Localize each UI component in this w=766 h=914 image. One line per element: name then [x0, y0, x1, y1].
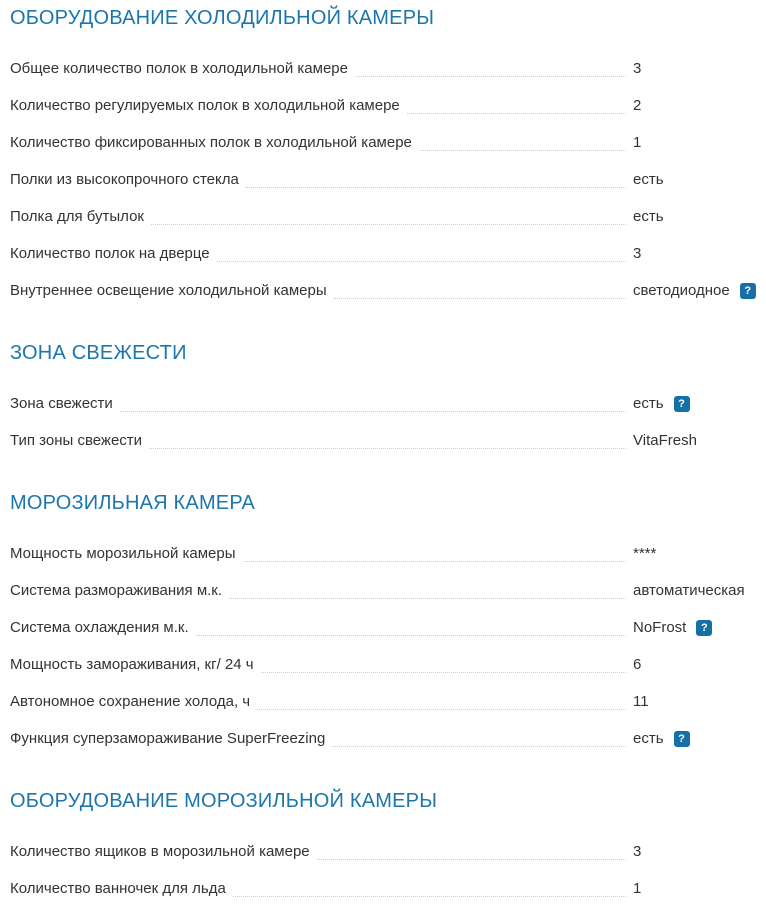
leader-dots: [355, 61, 626, 77]
spec-value: есть: [633, 171, 664, 188]
spec-value-cell: [633, 208, 766, 225]
spec-value-cell: [633, 545, 766, 562]
spec-label: Мощность морозильной камеры: [10, 545, 236, 562]
spec-label: Количество ванночек для льда: [10, 880, 226, 897]
spec-row: [10, 572, 766, 609]
leader-dots: [151, 209, 626, 225]
spec-rows: [10, 535, 766, 757]
leader-dots: [261, 657, 626, 673]
spec-row: [10, 609, 766, 646]
help-icon[interactable]: ?: [696, 620, 712, 636]
leader-dots: [332, 731, 626, 747]
spec-value: есть: [633, 730, 664, 747]
spec-label: Количество ящиков в морозильной камере: [10, 843, 310, 860]
spec-value: ****: [633, 545, 657, 562]
spec-row: [10, 272, 766, 309]
spec-label: Мощность замораживания, кг/ 24 ч: [10, 656, 254, 673]
spec-row: [10, 646, 766, 683]
spec-value-cell: [633, 395, 766, 412]
spec-row: [10, 124, 766, 161]
spec-label: Тип зоны свежести: [10, 432, 143, 449]
leader-dots: [334, 283, 626, 299]
spec-value: 3: [633, 843, 642, 860]
spec-value-cell: [633, 60, 766, 77]
spec-value: 2: [633, 97, 642, 114]
spec-value-cell: [633, 843, 766, 860]
spec-value-cell: [633, 880, 766, 897]
spec-value-cell: [633, 582, 766, 599]
spec-label: Автономное сохранение холода, ч: [10, 693, 251, 710]
section-fridge-equipment: [10, 4, 766, 309]
leader-dots: [257, 694, 626, 710]
spec-value-cell: [633, 171, 766, 188]
section-title: ОБОРУДОВАНИЕ МОРОЗИЛЬНОЙ КАМЕРЫ: [10, 790, 438, 812]
spec-value-cell: [633, 619, 766, 636]
spec-row: [10, 385, 766, 422]
spec-rows: [10, 385, 766, 459]
spec-label: Полка для бутылок: [10, 208, 144, 225]
section-freezer-equipment: [10, 787, 766, 907]
spec-row: [10, 198, 766, 235]
spec-row: [10, 683, 766, 720]
spec-label: Количество полок на дверце: [10, 245, 210, 262]
spec-value-cell: [633, 656, 766, 673]
leader-dots: [419, 135, 626, 151]
leader-dots: [229, 583, 626, 599]
spec-row: [10, 833, 766, 870]
spec-value: 3: [633, 60, 642, 77]
spec-row: [10, 161, 766, 198]
spec-value-cell: [633, 245, 766, 262]
spec-rows: [10, 50, 766, 309]
spec-label: Система охлаждения м.к.: [10, 619, 189, 636]
spec-value: 11: [633, 693, 649, 710]
spec-label: Функция суперзамораживание SuperFreezing: [10, 730, 326, 747]
spec-value-cell: [633, 97, 766, 114]
spec-value-cell: [633, 134, 766, 151]
help-icon[interactable]: ?: [740, 283, 756, 299]
leader-dots: [233, 881, 626, 897]
spec-row: [10, 87, 766, 124]
spec-value: 1: [633, 880, 642, 897]
spec-value: светодиодное: [633, 282, 730, 299]
spec-row: [10, 870, 766, 907]
spec-value: 3: [633, 245, 642, 262]
help-icon[interactable]: ?: [674, 731, 690, 747]
section-title: ЗОНА СВЕЖЕСТИ: [10, 342, 187, 364]
spec-row: [10, 720, 766, 757]
leader-dots: [317, 844, 626, 860]
spec-value: есть: [633, 395, 664, 412]
spec-value-cell: [633, 693, 766, 710]
spec-value: VitaFresh: [633, 432, 697, 449]
leader-dots: [246, 172, 626, 188]
section-title: ОБОРУДОВАНИЕ ХОЛОДИЛЬНОЙ КАМЕРЫ: [10, 7, 435, 29]
leader-dots: [407, 98, 626, 114]
spec-label: Внутреннее освещение холодильной камеры: [10, 282, 327, 299]
leader-dots: [120, 396, 626, 412]
spec-label: Общее количество полок в холодильной камере: [10, 60, 348, 77]
section-freshness-zone: [10, 339, 766, 459]
spec-label: Полки из высокопрочного стекла: [10, 171, 239, 188]
spec-value: 1: [633, 134, 642, 151]
section-title: МОРОЗИЛЬНАЯ КАМЕРА: [10, 492, 256, 514]
spec-rows: [10, 833, 766, 907]
leader-dots: [243, 546, 626, 562]
spec-label: Система размораживания м.к.: [10, 582, 223, 599]
spec-value: есть: [633, 208, 664, 225]
spec-value: 6: [633, 656, 642, 673]
spec-row: [10, 535, 766, 572]
leader-dots: [196, 620, 626, 636]
spec-value-cell: [633, 432, 766, 449]
section-freezer: [10, 489, 766, 757]
leader-dots: [217, 246, 626, 262]
spec-label: Зона свежести: [10, 395, 113, 412]
spec-row: [10, 50, 766, 87]
spec-label: Количество регулируемых полок в холодильной камере: [10, 97, 400, 114]
spec-value: NoFrost: [633, 619, 687, 636]
spec-value-cell: [633, 730, 766, 747]
help-icon[interactable]: ?: [674, 396, 690, 412]
spec-row: [10, 422, 766, 459]
spec-value: автоматическая: [633, 582, 745, 599]
spec-row: [10, 235, 766, 272]
leader-dots: [149, 433, 626, 449]
spec-label: Количество фиксированных полок в холодильной камере: [10, 134, 412, 151]
spec-value-cell: [633, 282, 766, 299]
